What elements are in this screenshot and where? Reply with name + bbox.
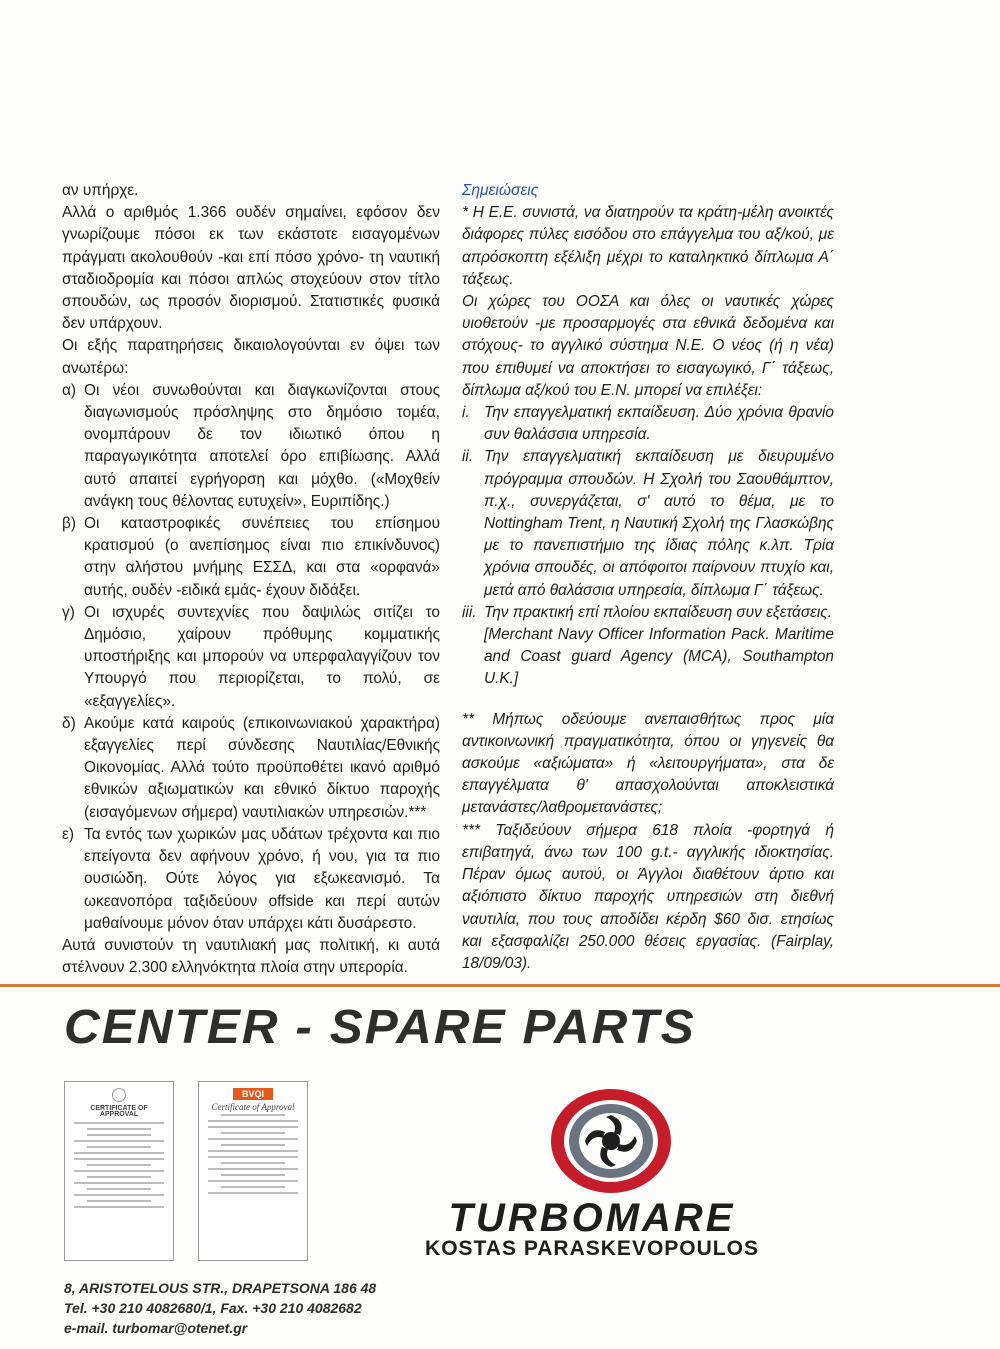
contact-block [64,1278,376,1338]
text-line [74,1182,164,1184]
text-line [87,1146,151,1148]
text-line [74,1152,164,1154]
list-text: Οι ισχυρές συντεχνίες που δαψιλώς σιτίζει το Δημόσιο, χαίρουν πρόθυμης κομματικής υποστήριξης και μπορούν να υπερφαλαγγίζουν τον Υπουργό που περιορίζεται, το πολύ, σε «εξαγγελίες». [84,603,440,710]
text-line [208,1156,298,1158]
list-marker: δ) [62,714,76,732]
brand-owner: KOSTAS PARASKEVOPOULOS [425,1237,759,1260]
text-line [74,1206,164,1208]
list-item-e [62,824,440,935]
option-item-iii [462,602,834,624]
text-line [221,1114,285,1116]
bvqi-badge: BVQI [233,1088,273,1100]
option-marker: iii. [462,603,477,621]
spacer [462,691,834,709]
list-item-d [62,713,440,824]
certificate-2-title: Certificate of Approval [211,1102,295,1112]
text-line [208,1168,298,1170]
certificate-2 [198,1081,308,1261]
text-line [87,1164,151,1166]
notes-column [462,180,834,975]
option-item-ii [462,446,834,601]
text-line [221,1162,285,1164]
list-item-c [62,602,440,713]
text-line [208,1180,298,1182]
brand-name: TURBOMARE [448,1196,736,1240]
note-1-continued: Οι χώρες του ΟΟΣΑ και όλες οι ναυτικές χώρες υιοθετούν -με προσαρμογές στα εθνικά δεδομένα και στόχους- το αγγλικό σύστημα Ν.Ε. Ο νέος (ή η νέα) που επιθυμεί να αποκτήσει το εισαγωγικό, Γ΄ τάξεως, δίπλωμα αξ/κού του Ε.Ν. μπορεί να επιλέξει: [462,293,834,399]
list-text: Οι νέοι συνωθούνται και διαγκωνίζονται στους διαγωνισμούς πρόσληψης στο δημόσιο τομέα, ονομπάρουν δε τον ιδιωτικό όπου η παραγωγικότητα αποτελεί όρο επιβίωσης. Αλλά αυτό απαιτεί εγρήγορση και μόχθο. («Μοχθείν ανάγκη τους θέλοντας ευτυχείν», Ευριπίδης.) [84,381,440,510]
option-text: Την επαγγελματική εκπαίδευση με διευρυμένο πρόγραμμα σπουδών. Η Σχολή του Σαουθάμπτον, π.χ., συνεργάζεται, σ' αυτό το θέμα, με το Nottingham Trent, η Ναυτική Σχολή της Γλασκώβης με το πανεπιστήμιο της ίδιας πόλης κ.λπ. Τρία χρόνια σπουδές, οι απόφοιτοι παίρνουν πτυχίο και, μετά από θαλάσσια υπηρεσία, δίπλωμα Γ΄ τάξεως. [484,448,834,599]
text-line [74,1158,164,1160]
text-line [87,1200,151,1202]
list-text: Ακούμε κατά καιρούς (επικοινωνιακού χαρακτήρα) εξαγγελίες περί σύνδεσης Ναυτιλίας/Εθνικής Οικονομίας. Αλλά τούτο προϋποθέτει ικανό αριθμό εθνικών αξιωματικών και εθνικό δίκτυο παροχής (εισαγόμενων σήμερα) ναυτιλιακών υπηρεσιών.*** [84,714,440,821]
list-item-b [62,513,440,602]
email-line[interactable]: e-mail. turbomar@otenet.gr [64,1320,248,1336]
list-marker: β) [62,515,76,533]
text-line [221,1144,285,1146]
ad-headline: CENTER - SPARE PARTS [64,1001,696,1054]
list-text: Τα εντός των χωρικών μας υδάτων τρέχοντα και πιο επείγοντα δεν αφήνουν χρόνο, ή νου, για τα πιο ουσιώδη. Ούτε λόγος για εξωκεανισμό. Τα ωκεανοπόρα ταξιδεύουν offside και περί αυτών μαθαίνουμε μόνον όταν υπάρχει κάτι δυσάρεστο. [84,825,440,932]
list-marker: α) [62,381,77,399]
note-1: * Η Ε.Ε. συνιστά, να διατηρούν τα κράτη-μέλη ανοικτές διάφορες πύλες εισόδου στο επάγγελμα του αξ/κού, με απρόσκοπτη εξέλιξη μέχρι το καταληκτικό δίπλωμα Α΄ τάξεως. [462,204,834,288]
text-line [87,1176,151,1178]
text-line [74,1140,164,1142]
intro-paragraph: Αλλά ο αριθμός 1.366 ουδέν σημαίνει, εφόσον δεν γνωρίζουμε πόσοι εκ των εκάστοτε εισαγομένων πράγματι ακολουθούν -και επί πόσο χρόνο- τη ναυτική σταδιοδρομία και πόσοι απλώς στοχεύουν στον τίτλο σπουδών, ως προσόν διορισμού. Στατιστικές φυσικά δεν υπάρχουν. [62,204,440,333]
text-line [87,1134,151,1136]
list-marker: ε) [62,825,74,843]
intro-line-1: αν υπήρχε. [62,182,139,199]
option-marker: ii. [462,448,474,466]
text-line [74,1122,164,1124]
text-line [208,1192,298,1194]
turbomare-logo-icon [546,1085,676,1197]
text-line [221,1174,285,1176]
option-text: Την επαγγελματική εκπαίδευση. Δύο χρόνια θρανίο συν θαλάσσια υπηρεσία. [484,404,834,444]
intro-line-3: Οι εξής παρατηρήσεις δικαιολογούνται εν όψει των ανωτέρω: [62,337,440,377]
option-text: Την πρακτική επί πλοίου εκπαίδευση συν εξετάσεις. [484,603,833,621]
text-line [208,1120,298,1122]
address-line: 8, ARISTOTELOUS STR., DRAPETSONA 186 48 [64,1280,377,1296]
closing-paragraph: Αυτά συνιστούν τη ναυτιλιακή μας πολιτική, κι αυτά στέλνουν 2.300 ελληνόκτητα πλοία στην υπερορία. [62,936,440,977]
text-line [74,1170,164,1172]
text-line [74,1194,164,1196]
note-3: *** Ταξιδεύουν σήμερα 618 πλοία -φορτηγά ή επιβατηγά, άνω των 100 g.t.- αγγλικής ιδιοκτησίας. Πέραν όμως αυτού, οι Άγγλοι διαθέτουν άρτιο και αξιόπιστο δίκτυο παροχής υπηρεσιών στη διεθνή ναυτιλία, που τους αποδίδει κέρδη $60 δισ. ετησίως και εξασφαλίζει 250.000 θέσεις εργασίας. (Fairplay, 18/09/03). [462,821,834,972]
ad-divider [0,984,1000,987]
left-column [62,180,440,979]
certificate-1-title: CERTIFICATE OF APPROVAL [90,1105,148,1118]
list-marker: γ) [62,603,75,621]
seal-icon [112,1088,126,1102]
notes-title: Σημειώσεις [462,182,539,199]
option-marker: i. [462,404,470,422]
text-line [221,1132,285,1134]
text-line [208,1150,298,1152]
reference-citation: [Merchant Navy Officer Information Pack. Maritime and Coast guard Agency (MCA), Southampton U.K.] [484,626,834,688]
text-line [208,1138,298,1140]
text-line [208,1126,298,1128]
note-2: ** Μήπως οδεύουμε ανεπαισθήτως προς μία αντικοινωνική πραγματικότητα, όπου οι γηγενείς θα ασκούμε «αξιώματα» ή «λειτουργήματα», στα δε επαγγέλματα θ' απασχολούνται αποκλειστικά μετανάστες/λαθρομετανάστες; [462,710,834,817]
phone-line: Tel. +30 210 4082680/1, Fax. +30 210 4082682 [64,1300,362,1316]
certificate-1 [64,1081,174,1261]
text-line [221,1186,285,1188]
text-line [87,1128,151,1130]
option-item-i [462,402,834,446]
list-text: Οι καταστροφικές συνέπειες του επίσημου κρατισμού (ο ανεπίσημος είναι πιο επικίνδυνος) στην αλήστου μνήμης ΕΣΣΔ, και στα «ορφανά» αυτής, ουδέν -ειδικά εμάς- έχουν διδάξει. [84,515,440,599]
list-item-a [62,380,440,513]
text-line [87,1188,151,1190]
